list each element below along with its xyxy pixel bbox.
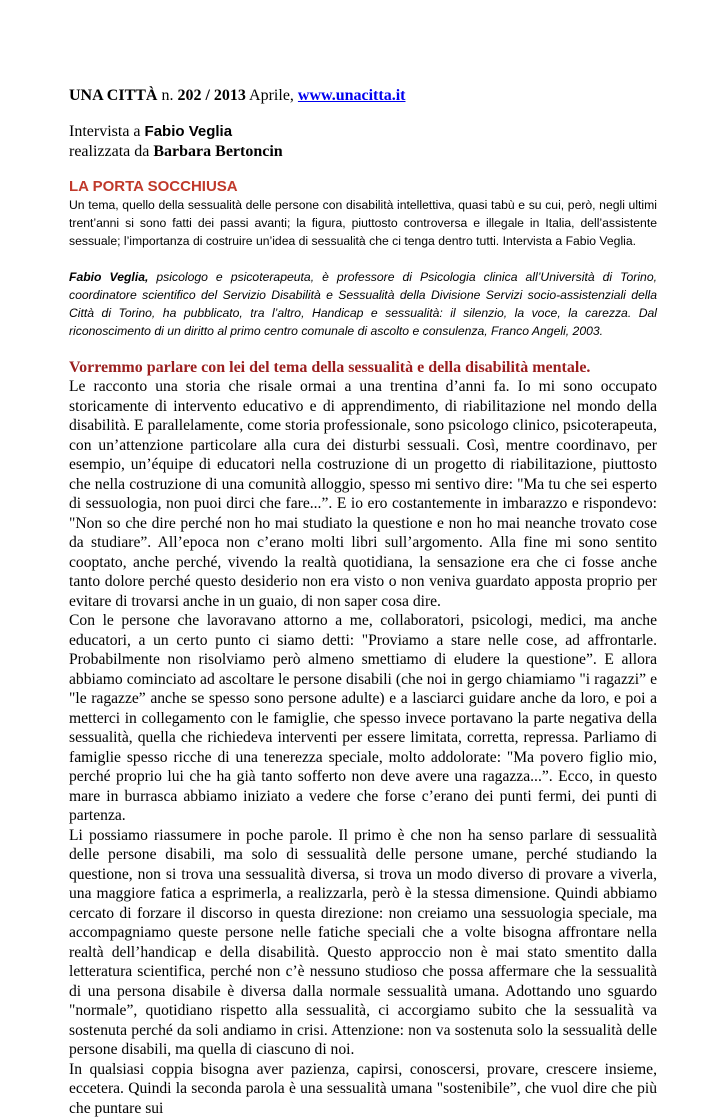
bio-name: Fabio Veglia, (69, 270, 148, 284)
document-page (69, 86, 657, 1118)
answer-paragraph: Le racconto una storia che risale ormai a una trentina d’anni fa. Io mi sono occupato storicamente di intervento educativo e di apprendimento, di riabilitazione nel mondo della disabilità. E parallelamente, come storia professionale, sono psicologo clinico, psicoterapeuta, con un’attenzione particolare alla cura dei disturbi sessuali. Così, mentre coordinavo, per esempio, un’équipe di educatori nella costruzione di un progetto di riabilitazione, piuttosto che nella costruzione di una comunità alloggio, spesso mi sentivo dire: "Ma tu che sei esperto di sessuologia, non puoi dirci che fare...”. E io ero costantemente in imbarazzo e rispondevo: "Non so che dire perché non ho mai studiato la questione e non ho mai neanche trovato cose da studiare”. All’epoca non c’erano molti libri sull’argomento. Alla fine mi sono sentito cooptato, anche perché, vivendo la realtà quotidiana, la sensazione era che ci fosse anche tanto dolore perché questo desiderio non era visto o non veniva guardato apposta proprio per evitare di trovarsi anche in un guaio, di non saper cosa dire. (69, 377, 657, 611)
author-prefix: realizzata da (69, 143, 149, 160)
publication-header (69, 86, 657, 106)
issue-prefix: n. (161, 87, 173, 104)
author-bio (69, 268, 657, 340)
answer-paragraph: In qualsiasi coppia bisogna aver pazienza, capirsi, conoscersi, provare, crescere insieme, eccetera. Quindi la seconda parola è una sessualità umana "sostenibile”, che vuol dire che più che puntare sui (69, 1060, 657, 1118)
interviewee-prefix: Intervista a (69, 123, 141, 140)
publication-name: UNA CITTÀ (69, 87, 157, 104)
issue-month: Aprile, (249, 87, 294, 104)
interview-credits (69, 122, 657, 162)
website-link[interactable]: www.unacitta.it (298, 87, 406, 104)
issue-number: 202 / 2013 (177, 87, 245, 104)
author-name: Barbara Bertoncin (153, 143, 282, 160)
interview-question: Vorremmo parlare con lei del tema della sessualità e della disabilità mentale. (69, 358, 657, 377)
interviewee-name: Fabio Veglia (145, 123, 233, 140)
article-title: LA PORTA SOCCHIUSA (69, 178, 657, 196)
answer-paragraph: Con le persone che lavoravano attorno a me, collaboratori, psicologi, medici, ma anche educatori, a un certo punto ci siamo detti: "Proviamo a stare nelle cose, ad affrontarle. Probabilmente non risolviamo però almeno smettiamo di eludere la questione”. E allora abbiamo cominciato ad ascoltare le persone disabili (che noi in gergo chiamiamo "i ragazzi” e "le ragazze” anche se spesso sono persone adulte) e a lasciarci guidare anche da loro, e poi a metterci in collegamento con le famiglie, che spesso invece portavano la parte negativa della sessualità, quella che richiedeva interventi per essere limitata, corretta, repressa. Parliamo di famiglie spesso ricche di una tenerezza speciale, molto addolorate: "Ma povero figlio mio, perché proprio lui che ha già tanto sofferto non deve avere una ragazza...”. Ecco, in questo mare in burrasca abbiamo iniziato a vedere che forse c’erano dei punti fermi, dei punti di partenza. (69, 611, 657, 826)
answer-paragraph: Li possiamo riassumere in poche parole. Il primo è che non ha senso parlare di sessualità delle persone disabili, ma solo di sessualità delle persone umane, perché studiando la questione, non si trova una sessualità diversa, si trova un modo diverso di provare a viverla, una maggiore fatica a esprimerla, a realizzarla, però è la stessa dimensione. Quindi abbiamo cercato di forzare il discorso in questa direzione: non creiamo una sessuologia speciale, ma accompagniamo queste persone nelle fatiche speciali che a volte bisogna affrontare nella realtà dell’handicap e della disabilità. Questo approccio non è mai stato smentito dalla letteratura scientifica, perché non c’è nessuno studioso che possa affermare che la sessualità di una persona disabile è diversa dalla normale sessualità umana. Adottando uno sguardo "normale”, quotidiano rispetto alla sessualità, ci accorgiamo subito che la sessualità va sostenuta perché da soli andiamo in crisi. Attenzione: non va sostenuta solo la sessualità delle persone disabili, ma quella di ciascuno di noi. (69, 826, 657, 1060)
article-intro: Un tema, quello della sessualità delle persone con disabilità intellettiva, quasi tabù e su cui, però, negli ultimi trent’anni si sono fatti dei passi avanti; la figura, piuttosto controversa e illegale in Italia, dell’assistente sessuale; l’importanza di costruire un’idea di sessualità che ci tenga dentro tutti. Intervista a Fabio Veglia. (69, 196, 657, 250)
bio-text: psicologo e psicoterapeuta, è professore di Psicologia clinica all’Università di Torino, coordinatore scientifico del Servizio Disabilità e Sessualità della Divisione Servizi socio-assistenziali della Città di Torino, ha pubblicato, tra l’altro, Handicap e sessualità: il silenzio, la voce, la carezza. Dal riconoscimento di un diritto al primo centro comunale di ascolto e consulenza, Franco Angeli, 2003. (69, 270, 657, 338)
